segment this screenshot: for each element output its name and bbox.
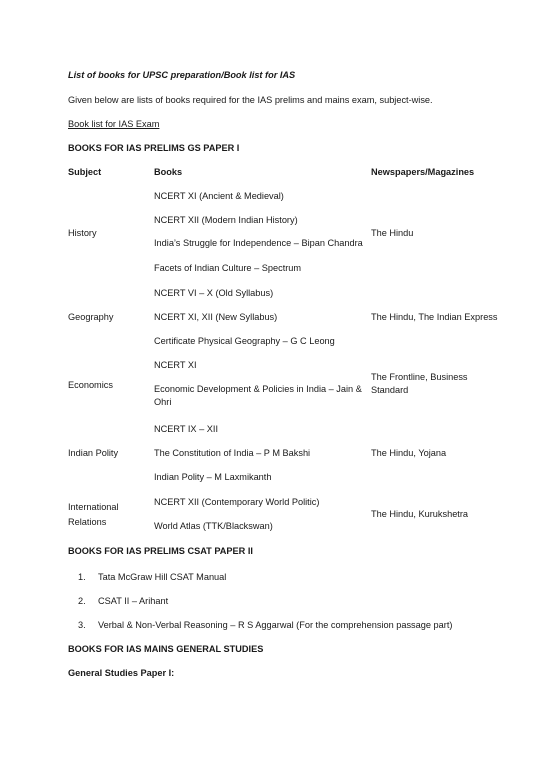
section-heading-prelims-gs1: BOOKS FOR IAS PRELIMS GS PAPER I <box>68 143 240 153</box>
table-header-newspapers: Newspapers/Magazines <box>371 167 475 177</box>
book-list-link[interactable]: Book list for IAS Exam <box>68 119 160 129</box>
subheading-gs-paper-1: General Studies Paper I: <box>68 668 175 678</box>
section-heading-mains: BOOKS FOR IAS MAINS GENERAL STUDIES <box>68 644 264 654</box>
table-row-newspapers: The Hindu, Kurukshetra <box>371 509 469 519</box>
table-row-book: Economic Development & Policies in India – Jain & Ohri <box>154 384 362 407</box>
table-row-newspapers: The Hindu, Yojana <box>371 448 447 458</box>
list-item <box>78 571 226 583</box>
table-row-book: Indian Polity – M Laxmikanth <box>154 472 272 482</box>
table-row-book: NCERT VI – X (Old Syllabus) <box>154 288 274 298</box>
table-row-book: Certificate Physical Geography – G C Leong <box>154 336 335 346</box>
table-row-book: NCERT XI <box>154 360 197 370</box>
intro-paragraph: Given below are lists of books required for the IAS prelims and mains exam, subject-wise. <box>68 95 433 105</box>
list-item <box>78 595 168 607</box>
list-item-text: CSAT II – Arihant <box>98 596 169 606</box>
list-item-number: 2. <box>78 596 86 606</box>
list-item-text: Verbal & Non-Verbal Reasoning – R S Aggarwal (For the comprehension passage part) <box>98 620 453 630</box>
table-row-book: The Constitution of India – P M Bakshi <box>154 448 311 458</box>
table-row-subject: Economics <box>68 380 113 390</box>
table-header-books: Books <box>154 167 183 177</box>
table-row-subject: History <box>68 228 97 238</box>
table-row-newspapers: The Frontline, Business Standard <box>371 372 468 395</box>
table-row-book: World Atlas (TTK/Blackswan) <box>154 521 273 531</box>
table-row-book: NCERT XII (Contemporary World Politic) <box>154 497 320 507</box>
table-row-book: Facets of Indian Culture – Spectrum <box>154 263 302 273</box>
document-title: List of books for UPSC preparation/Book list for IAS <box>68 70 296 80</box>
list-item <box>78 619 452 631</box>
table-row-newspapers: The Hindu <box>371 228 414 238</box>
table-row-book: India’s Struggle for Independence – Bipan Chandra <box>154 238 363 248</box>
list-item-text: Tata McGraw Hill CSAT Manual <box>98 572 227 582</box>
section-heading-prelims-csat: BOOKS FOR IAS PRELIMS CSAT PAPER II <box>68 546 253 556</box>
table-row-book: NCERT IX – XII <box>154 424 218 434</box>
table-row-book: NCERT XII (Modern Indian History) <box>154 215 298 225</box>
table-header-subject: Subject <box>68 167 102 177</box>
table-row-subject: Geography <box>68 312 114 322</box>
list-item-number: 1. <box>78 572 86 582</box>
table-row-book: NCERT XI (Ancient & Medieval) <box>154 191 284 201</box>
table-row-subject: Indian Polity <box>68 448 119 458</box>
table-row-book: NCERT XI, XII (New Syllabus) <box>154 312 278 322</box>
list-item-number: 3. <box>78 620 86 630</box>
table-row-subject: International Relations <box>68 502 119 527</box>
table-row-newspapers: The Hindu, The Indian Express <box>371 312 498 322</box>
